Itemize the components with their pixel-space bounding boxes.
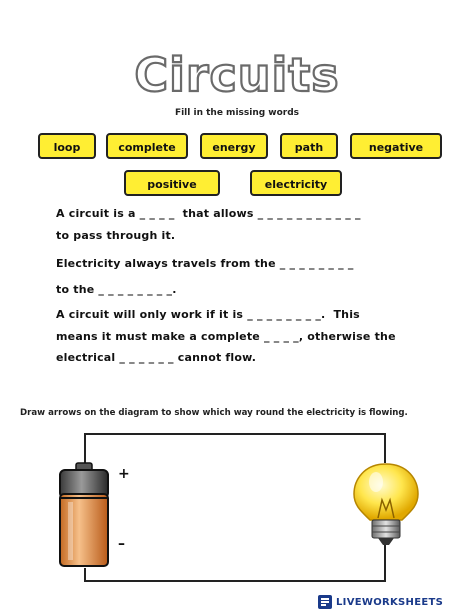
sentence-3-line-1: A circuit will only work if it is _ _ _ _ _ _ _ _. This xyxy=(56,308,360,321)
liveworksheets-branding xyxy=(318,594,470,610)
word-box-loop: loop xyxy=(38,133,96,159)
battery-icon xyxy=(52,462,116,574)
sentence-1-line-1: A circuit is a _ _ _ _ that allows _ _ _ _ _ _ _ _ _ _ _ xyxy=(56,207,361,220)
liveworksheets-logo-icon xyxy=(318,595,332,609)
worksheet-title: Circuits xyxy=(134,48,340,102)
sentence-3-line-3: electrical _ _ _ _ _ _ cannot flow. xyxy=(56,351,257,364)
word-box-complete: complete xyxy=(106,133,188,159)
circuit-wire-bottom xyxy=(84,580,386,582)
diagram-instruction: Draw arrows on the diagram to show which way round the electricity is flowing. xyxy=(20,408,408,418)
worksheet-subtitle: Fill in the missing words xyxy=(174,108,300,118)
liveworksheets-brand-text: LIVEWORKSHEETS xyxy=(336,596,444,608)
word-box-positive: positive xyxy=(124,170,220,196)
light-bulb-icon xyxy=(348,460,424,548)
circuit-wire-right-lower xyxy=(384,542,386,582)
word-box-energy: energy xyxy=(200,133,268,159)
word-box-electricity: electricity xyxy=(250,170,342,196)
word-box-path: path xyxy=(280,133,338,159)
word-box-negative: negative xyxy=(350,133,442,159)
battery-minus-label: – xyxy=(118,536,126,552)
circuit-wire-top xyxy=(84,433,386,435)
sentence-2-line-2: to the _ _ _ _ _ _ _ _. xyxy=(56,283,177,296)
battery-plus-label: + xyxy=(118,466,130,482)
sentence-1-line-2: to pass through it. xyxy=(56,229,176,242)
sentence-3-line-2: means it must make a complete _ _ _ _, otherwise the xyxy=(56,330,396,343)
sentence-2-line-1: Electricity always travels from the _ _ _ _ _ _ _ _ xyxy=(56,257,354,270)
circuit-wire-right-upper xyxy=(384,433,386,463)
